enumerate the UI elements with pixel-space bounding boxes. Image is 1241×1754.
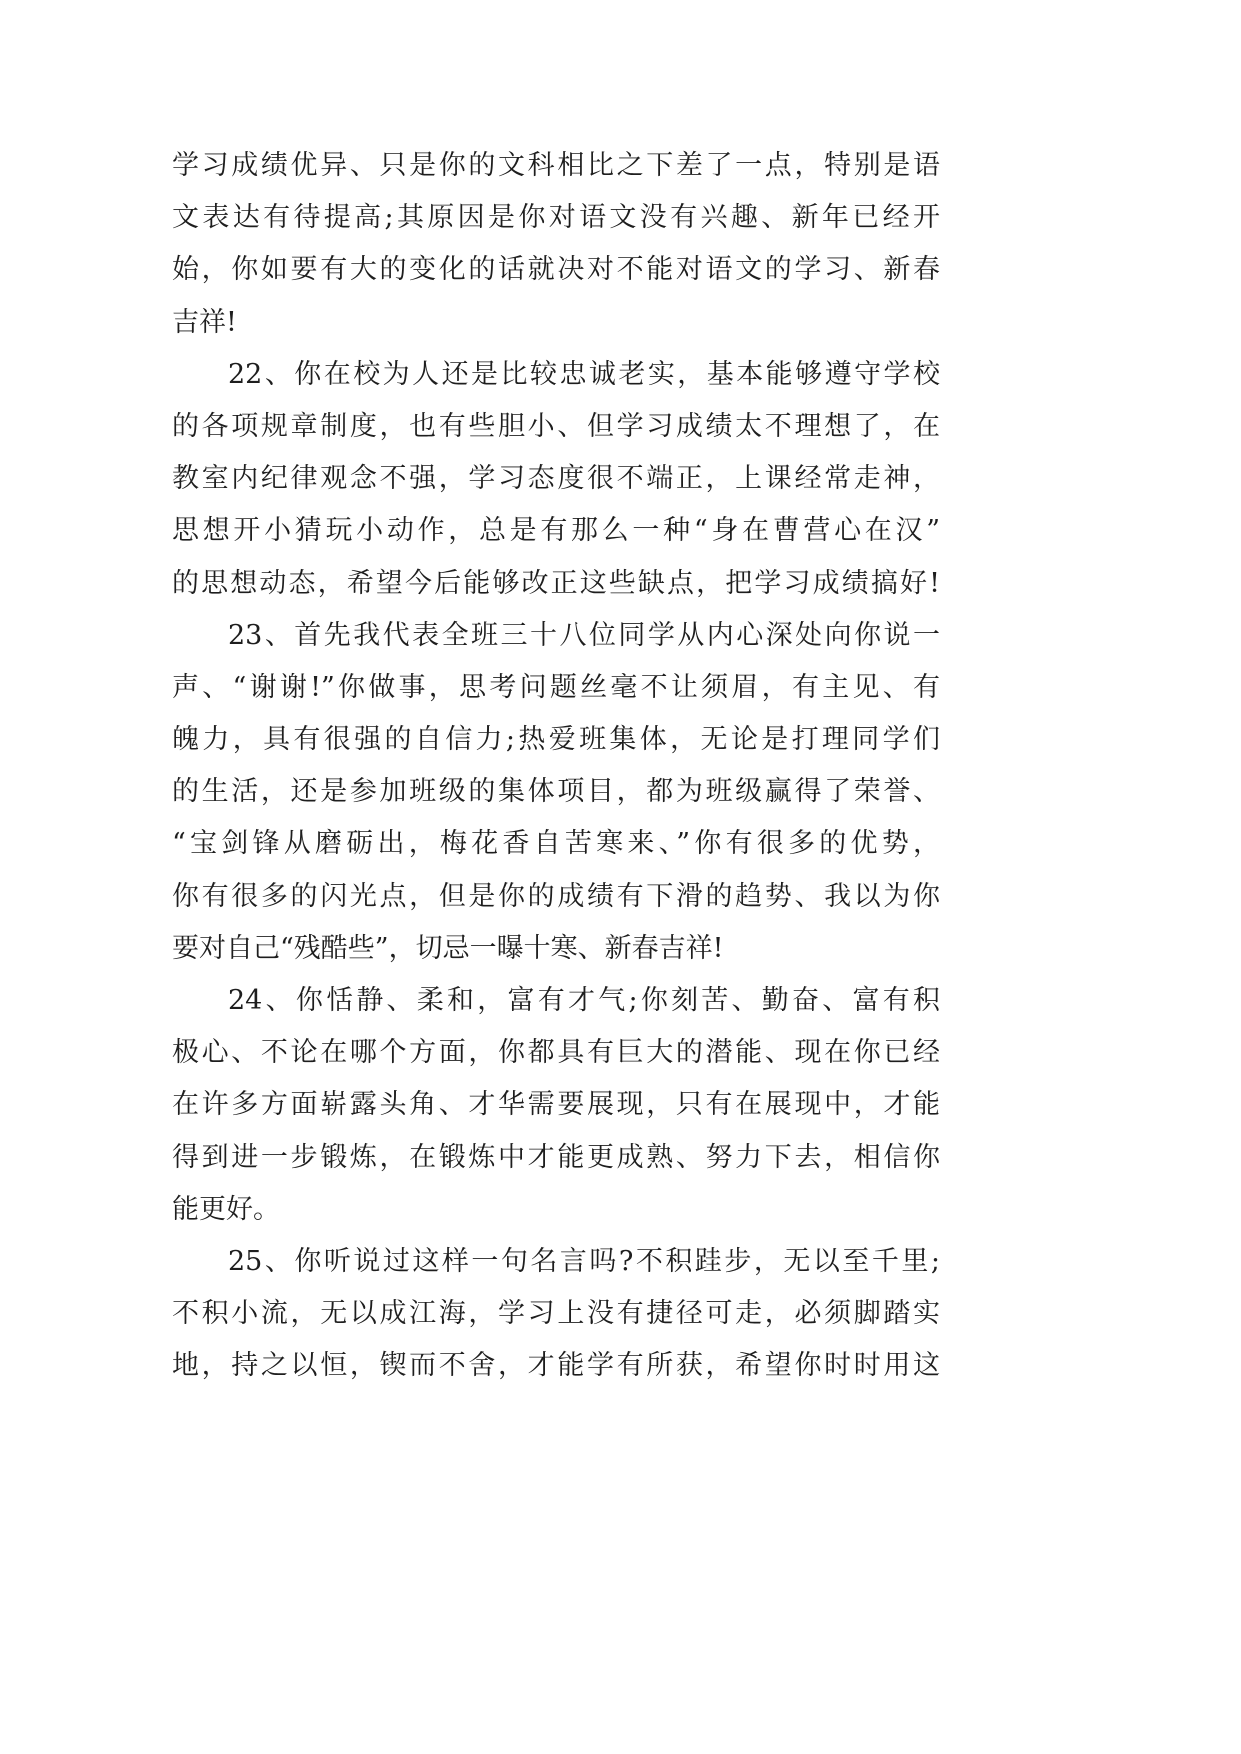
text-line: “宝剑锋从磨砺出，梅花香自苦寒来、”你有很多的优势， bbox=[172, 828, 940, 860]
paragraph-21-continued bbox=[172, 140, 940, 349]
text-line: 学习成绩优异、只是你的文科相比之下差了一点，特别是语 bbox=[172, 150, 940, 181]
text-line: 23、首先我代表全班三十八位同学从内心深处向你说一 bbox=[228, 619, 940, 651]
paragraph-25 bbox=[172, 1236, 940, 1393]
text-line: 不积小流，无以成江海，学习上没有捷径可走，必须脚踏实 bbox=[172, 1298, 940, 1330]
text-line: 的生活，还是参加班级的集体项目，都为班级赢得了荣誉、 bbox=[172, 776, 940, 808]
paragraph-24 bbox=[172, 975, 940, 1236]
text-line: 声、“谢谢!”你做事，思考问题丝毫不让须眉，有主见、有 bbox=[172, 671, 940, 703]
document-body bbox=[172, 140, 940, 1393]
text-line: 要对自己“残酷些”，切忌一曝十寒、新春吉祥! bbox=[172, 932, 724, 964]
text-line: 24、你恬静、柔和，富有才气;你刻苦、勤奋、富有积 bbox=[228, 985, 940, 1016]
text-line: 地，持之以恒，锲而不舍，才能学有所获，希望你时时用这 bbox=[172, 1350, 940, 1382]
text-line: 教室内纪律观念不强，学习态度很不端正，上课经常走神， bbox=[172, 463, 940, 495]
text-line: 始，你如要有大的变化的话就决对不能对语文的学习、新春 bbox=[172, 254, 940, 286]
text-line: 能更好。 bbox=[172, 1193, 280, 1225]
text-line: 在许多方面崭露头角、才华需要展现，只有在展现中，才能 bbox=[172, 1089, 940, 1121]
text-line: 得到进一步锻炼，在锻炼中才能更成熟、努力下去，相信你 bbox=[172, 1141, 940, 1173]
text-line: 的各项规章制度，也有些胆小、但学习成绩太不理想了，在 bbox=[172, 410, 940, 442]
text-line: 魄力，具有很强的自信力;热爱班集体，无论是打理同学们 bbox=[172, 724, 940, 756]
text-line: 的思想动态，希望今后能够改正这些缺点，把学习成绩搞好! bbox=[172, 567, 940, 599]
text-line: 文表达有待提高;其原因是你对语文没有兴趣、新年已经开 bbox=[172, 202, 940, 234]
text-line: 22、你在校为人还是比较忠诚老实，基本能够遵守学校 bbox=[228, 358, 940, 390]
text-line: 思想开小猜玩小动作，总是有那么一种“身在曹营心在汉” bbox=[172, 515, 940, 547]
paragraph-23 bbox=[172, 610, 940, 975]
paragraph-22 bbox=[172, 349, 940, 610]
text-line: 你有很多的闪光点，但是你的成绩有下滑的趋势、我以为你 bbox=[172, 880, 940, 912]
text-line: 吉祥! bbox=[172, 306, 237, 338]
text-line: 25、你听说过这样一句名言吗?不积跬步，无以至千里; bbox=[228, 1245, 940, 1277]
text-line: 极心、不论在哪个方面，你都具有巨大的潜能、现在你已经 bbox=[172, 1037, 940, 1069]
